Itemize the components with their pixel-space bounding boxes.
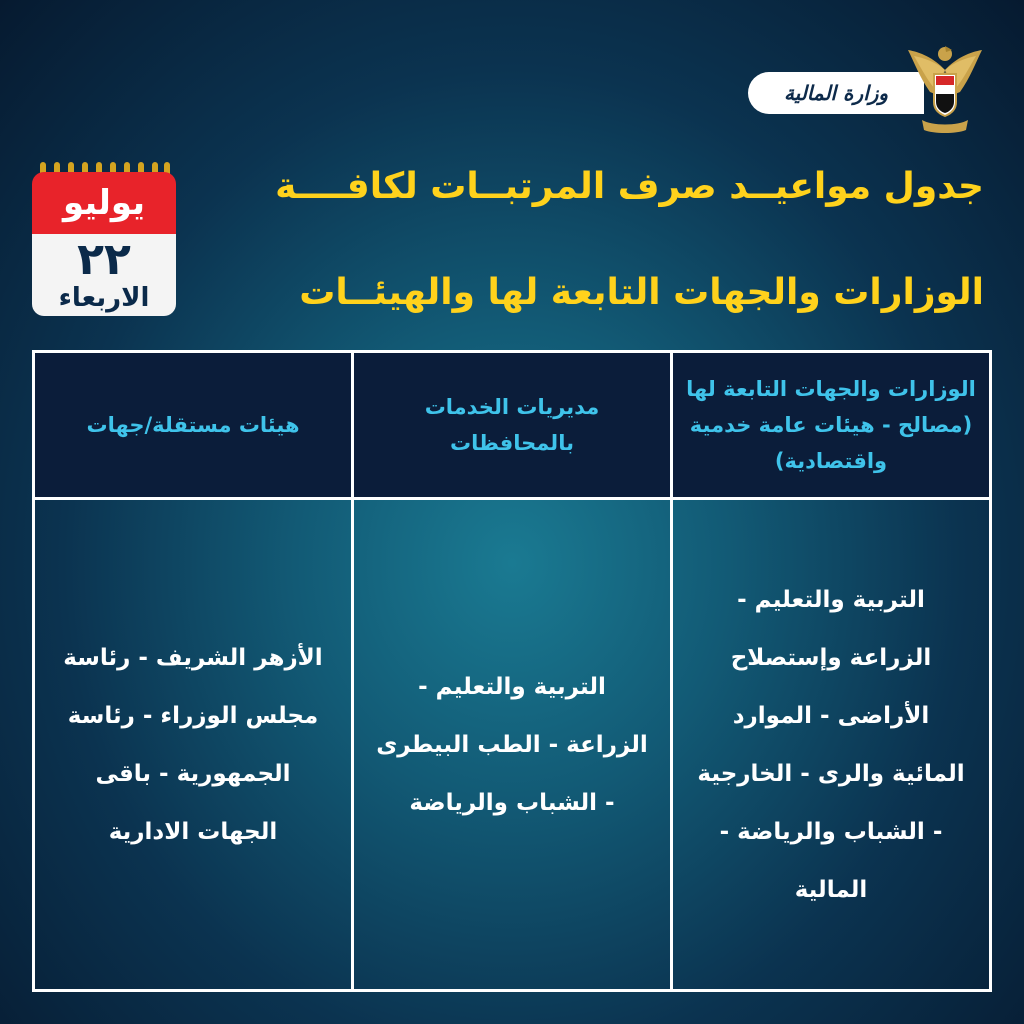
calendar-weekday: الاربعاء: [58, 283, 150, 313]
page-title-line-2: الوزارات والجهات التابعة لها والهيئــات: [299, 272, 984, 313]
date-calendar: [32, 162, 176, 316]
calendar-month: يوليو: [32, 172, 176, 234]
header-ministries: الوزارات والجهات التابعة لها (مصالح - هيئات عامة خدمية واقتصادية): [672, 352, 991, 499]
page-title-line-1: جدول مواعيــد صرف المرتبــات لكافــــة: [275, 166, 984, 207]
header-directorates: مديريات الخدمات بالمحافظات: [353, 352, 672, 499]
ministry-logo-text: وزارة المالية: [748, 72, 924, 114]
salary-schedule-table: [32, 350, 992, 992]
cell-independent-bodies: الأزهر الشريف - رئاسة مجلس الوزراء - رئاسة الجمهورية - باقى الجهات الادارية: [34, 499, 353, 991]
egypt-eagle-icon: [906, 40, 984, 136]
calendar-day: ٢٢: [77, 234, 131, 285]
table-row: [34, 499, 991, 991]
header-independent-bodies: هيئات مستقلة/جهات: [34, 352, 353, 499]
calendar-date-panel: [32, 234, 176, 316]
cell-directorates: التربية والتعليم - الزراعة - الطب البيطرى - الشباب والرياضة: [353, 499, 672, 991]
table-header-row: [34, 352, 991, 499]
cell-ministries: التربية والتعليم - الزراعة وإستصلاح الأراضى - الموارد المائية والرى - الخارجية - الشباب والرياضة - المالية: [672, 499, 991, 991]
